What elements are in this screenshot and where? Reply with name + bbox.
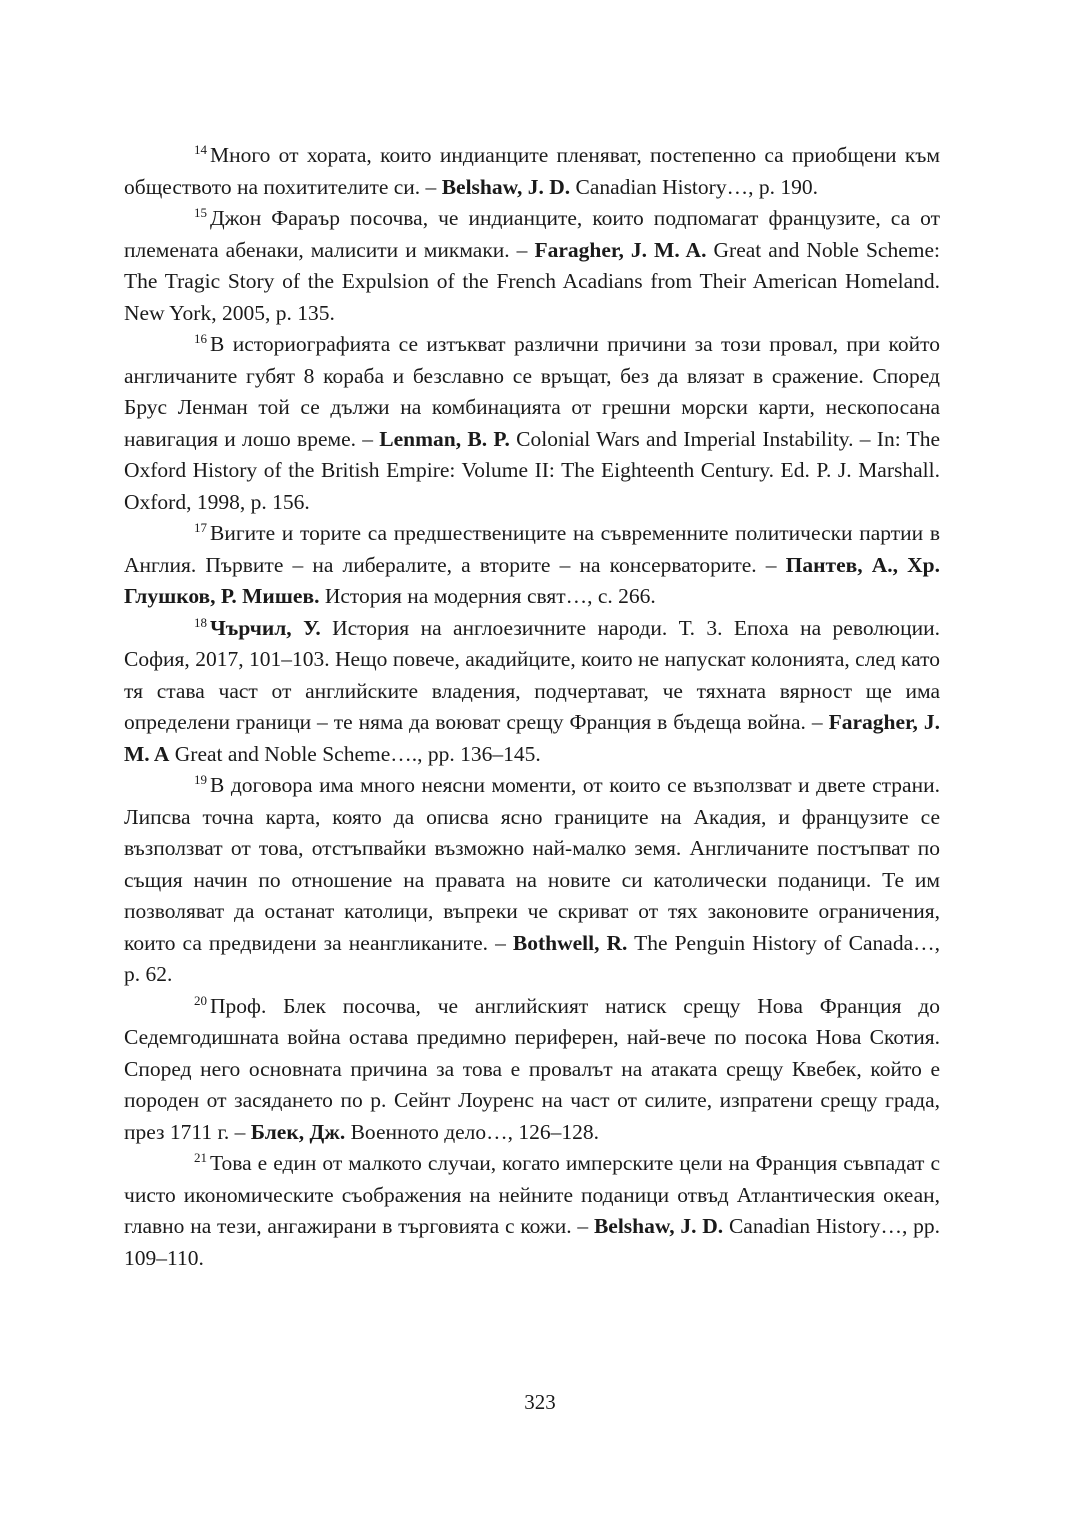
citation-author: Belshaw, J. D. bbox=[441, 174, 571, 199]
footnote-number: 18 bbox=[194, 614, 207, 630]
footnote-number: 17 bbox=[194, 520, 207, 535]
citation-author: Блек, Дж. bbox=[250, 1119, 346, 1144]
footnote-text: В историографията се изтъкват различни причини за този провал, при който англичаните губят 8 кораба и безславно се връщат, без да влязат в сражение. Според Брус Ленман той се дължи на комбинацията от грешни морски карти, нескопосана навигация и лошо време. – bbox=[124, 332, 940, 451]
footnote-text: История на англоезичните народи. Т. 3. Епоха на революции. София, 2017, 101–103. Нещо повече, акадийците, които не напускат колонията, след като тя става част от английските владения, подчертават, че тяхната вярност ще има определени граници – те няма да воюват срещу Франция в бъдеща война. – bbox=[124, 615, 940, 734]
footnote-number: 20 bbox=[194, 992, 207, 1008]
citation-author: Faragher, J. M. A bbox=[124, 710, 940, 766]
footnote-text: Canadian History…, p. 190. bbox=[570, 174, 818, 199]
footnote-number: 14 bbox=[194, 142, 207, 157]
footnote-text: Great and Noble Scheme…., pp. 136–145. bbox=[169, 741, 541, 766]
citation-author: Пантев, А., Хр. Глушков, Р. Мишев. bbox=[124, 552, 940, 608]
citation-author: Faragher, J. M. A. bbox=[534, 237, 707, 262]
footnote-text: Great and Noble Scheme: The Tragic Story of the Expulsion of the French Acadians from Their American Homeland. New York, 2005, p. 135. bbox=[124, 237, 940, 325]
footnote-text: Вигите и торите са предшествениците на съвременните политически партии в Англия. Първите – на либералите, а вторите – на консерваторите. – bbox=[124, 521, 940, 577]
footnote-text: Джон Фараър посочва, че индианците, които подпомагат французите, са от племената абенаки, малисити и микмаки. – bbox=[124, 206, 940, 262]
footnote-text: Colonial Wars and Imperial Instability. – In: The Oxford History of the British Empire: Volume II: The Eighteenth Century. Ed. P. J. Marshall. Oxford, 1998, p. 156. bbox=[124, 426, 940, 514]
footnote-14 bbox=[124, 140, 940, 203]
footnote-number: 19 bbox=[194, 772, 207, 787]
footnote-text: Проф. Блек посочва, че английският натиск срещу Нова Франция до Седемгодишната война остава предимно периферен, най-вече по посока Нова Скотия. Според него основната причина за това е провалът на атаката срещу Квебек, който е породен от засядането по р. Сейнт Лоуренс на част от силите, изпратени срещу града, през 1711 г. – bbox=[124, 993, 940, 1144]
footnote-text: Военното дело…, 126–128. bbox=[345, 1119, 600, 1144]
footnote-19 bbox=[124, 770, 940, 991]
footnote-number: 21 bbox=[194, 1150, 207, 1165]
footnote-text: Това е един от малкото случаи, когато имперските цели на Франция съвпадат с чисто икономическите съображения на нейните поданици отвъд Атлантическия океан, главно на тези, ангажирани в търговията с кожи. – bbox=[124, 1151, 940, 1238]
footnote-18 bbox=[124, 613, 940, 771]
citation-author: Чърчил, У. bbox=[210, 615, 321, 640]
footnote-text: История на модерния свят…, с. 266. bbox=[319, 584, 656, 608]
footnote-17 bbox=[124, 518, 940, 613]
footnote-number: 16 bbox=[194, 331, 207, 346]
page-number: 323 bbox=[524, 1390, 556, 1414]
citation-author: Lenman, B. P. bbox=[379, 426, 510, 451]
footnotes-block bbox=[124, 140, 940, 1274]
footnote-text: Много от хората, които индианците пленяват, постепенно са приобщени към обществото на похитителите си. – bbox=[124, 143, 940, 199]
footnote-text: The Penguin History of Canada…, p. 62. bbox=[124, 930, 940, 986]
citation-author: Belshaw, J. D. bbox=[593, 1214, 724, 1238]
footnote-text: В договора има много неясни моменти, от които се възползват и двете страни. Липсва точна карта, която да описва ясно границите на Акадия, и французите се възползват от това, отстъпвайки възможно най-малко земя. Англичаните постъпват по същия начин по отношение на правата на новите си католически поданици. Те им позволяват да останат католици, въпреки че скриват от тях законовите ограничения, които са предвидени за неангликаните. – bbox=[124, 773, 940, 955]
footnote-text: Canadian History…, pp. 109–110. bbox=[124, 1214, 940, 1270]
footnote-number: 15 bbox=[194, 205, 207, 220]
footnote-20 bbox=[124, 991, 940, 1149]
footnote-15 bbox=[124, 203, 940, 329]
footnote-21 bbox=[124, 1148, 940, 1274]
citation-author: Bothwell, R. bbox=[512, 930, 628, 955]
footnote-16 bbox=[124, 329, 940, 518]
